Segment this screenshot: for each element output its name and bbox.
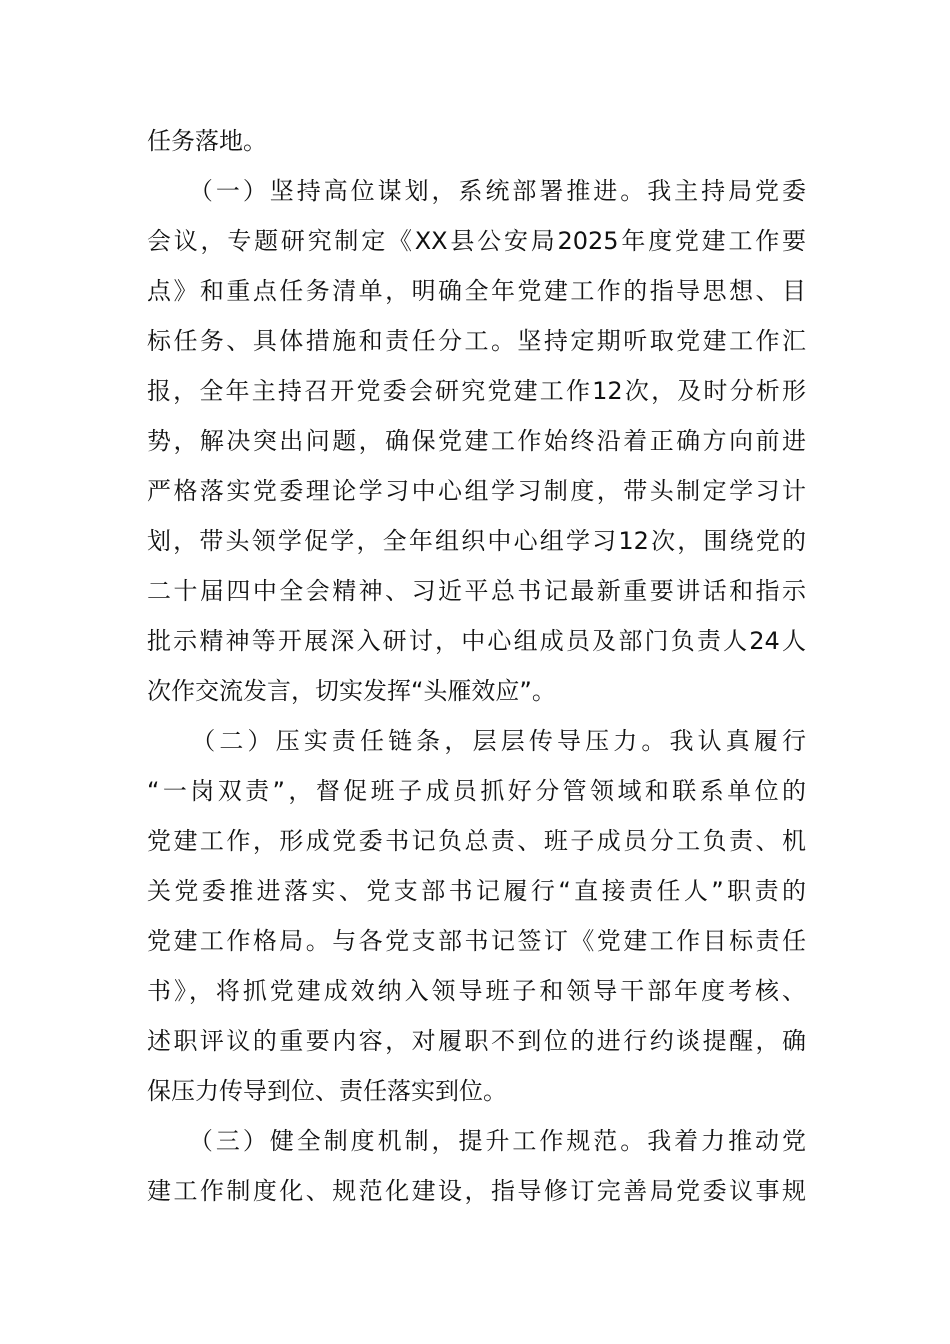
text-line: 会议，专题研究制定《XX县公安局2025年度党建工作要 xyxy=(147,227,806,255)
text-line: 报，全年主持召开党委会研究党建工作12次，及时分析形 xyxy=(147,377,806,405)
text-line: 党建工作格局。与各党支部书记签订《党建工作目标责任 xyxy=(147,927,806,955)
text-line: 二十届四中全会精神、习近平总书记最新重要讲话和指示 xyxy=(147,577,806,605)
text-line: 严格落实党委理论学习中心组学习制度，带头制定学习计 xyxy=(147,477,806,505)
text-line: 标任务、具体措施和责任分工。坚持定期听取党建工作汇 xyxy=(147,327,806,355)
text-line: 任务落地。 xyxy=(147,127,267,155)
text-line: 批示精神等开展深入研讨，中心组成员及部门负责人24人 xyxy=(147,627,806,655)
text-line: 保压力传导到位、责任落实到位。 xyxy=(147,1077,507,1105)
text-line: 势，解决突出问题，确保党建工作始终沿着正确方向前进 xyxy=(147,427,806,455)
text-line: “一岗双责”，督促班子成员抓好分管领域和联系单位的 xyxy=(147,777,806,805)
document-body xyxy=(147,123,806,1223)
text-line: （三）健全制度机制，提升工作规范。我着力推动党 xyxy=(147,1127,806,1155)
text-line: 划，带头领学促学，全年组织中心组学习12次，围绕党的 xyxy=(147,527,806,555)
text-line: 次作交流发言，切实发挥“头雁效应”。 xyxy=(147,677,556,705)
text-line: 关党委推进落实、党支部书记履行“直接责任人”职责的 xyxy=(147,877,806,905)
text-line: （一）坚持高位谋划，系统部署推进。我主持局党委 xyxy=(147,177,806,205)
text-line: （二）压实责任链条，层层传导压力。我认真履行 xyxy=(147,727,806,755)
text-line: 述职评议的重要内容，对履职不到位的进行约谈提醒，确 xyxy=(147,1027,806,1055)
text-line: 党建工作，形成党委书记负总责、班子成员分工负责、机 xyxy=(147,827,806,855)
text-line: 建工作制度化、规范化建设，指导修订完善局党委议事规 xyxy=(147,1177,806,1205)
text-line: 书》，将抓党建成效纳入领导班子和领导干部年度考核、 xyxy=(147,977,806,1005)
text-line: 点》和重点任务清单，明确全年党建工作的指导思想、目 xyxy=(147,277,806,305)
